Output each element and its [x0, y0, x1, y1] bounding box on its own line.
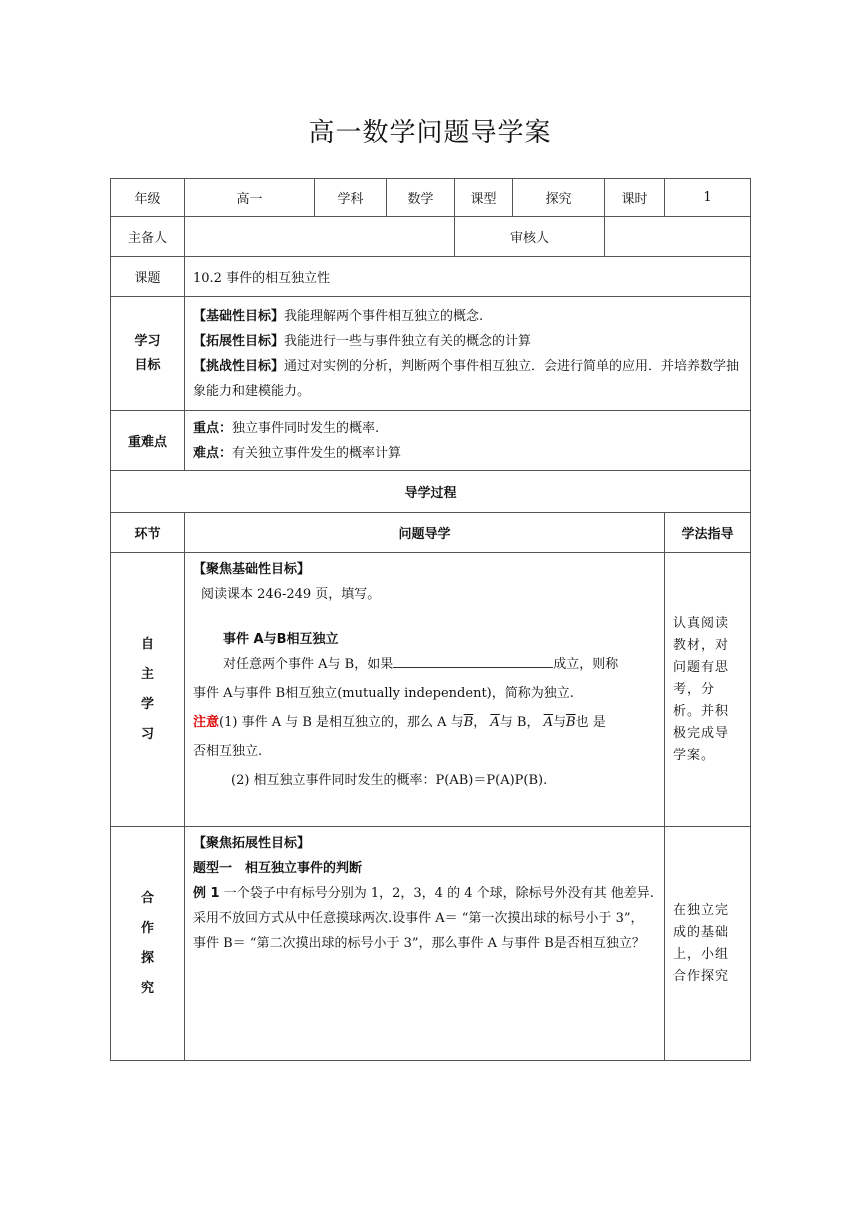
- key-points-row: [111, 411, 751, 471]
- objectives-row: [111, 297, 751, 411]
- example-tag: 例 1: [193, 886, 220, 901]
- b-complement-symbol: $\overline{B}$: [463, 715, 474, 730]
- b-complement-symbol-2: $\overline{B}$: [566, 715, 576, 730]
- key-points-label: 重难点: [111, 411, 185, 471]
- note-tag: 注意: [193, 715, 220, 730]
- self-study-row: [111, 553, 751, 827]
- topic-label: 课题: [111, 257, 185, 297]
- cooperative-content: [185, 827, 665, 1061]
- definition-blank: [393, 653, 553, 668]
- lesson-plan-table: [110, 178, 751, 1061]
- cooperative-focus-tag: 【聚焦拓展性目标】: [193, 836, 311, 851]
- subject-label: 学科: [315, 179, 387, 217]
- note-1-part-f: 否相互独立.: [193, 744, 263, 759]
- preparer-label: 主备人: [111, 217, 185, 257]
- stage-column-header: 环节: [111, 513, 185, 553]
- grade-label: 年级: [111, 179, 185, 217]
- preparer-value: [185, 217, 455, 257]
- question-type-title: 题型一 相互独立事件的判断: [193, 861, 363, 876]
- example-text: 一个袋子中有标号分别为 1，2，3，4 的 4 个球，除标号外没有其 他差异.采用不放回方式从中任意摸球两次.设事件 A＝ “第一次摸出球的标号小于 3”，事件 B＝ “第二次摸出球的标号小于 3”，那么事件 A 与事件 B是否相互独立？: [193, 886, 654, 951]
- basic-objective-tag: 【基础性目标】: [193, 308, 285, 324]
- self-study-method: 认真阅读教材，对问题有思考，分析。并积极完成导学案。: [665, 553, 751, 827]
- hours-value: 1: [665, 179, 751, 217]
- process-title-row: [111, 471, 751, 513]
- self-study-stage: 自主学习: [111, 553, 185, 827]
- objectives-label: 学习目标: [111, 297, 185, 411]
- definition-part-3: 事件 A与事件 B相互独立(mutually independent)，简称为独立.: [193, 686, 574, 701]
- method-column-header: 学法指导: [665, 513, 751, 553]
- section-heading: 事件 A与B相互独立: [223, 632, 339, 647]
- note-1-part-c: 与 B，: [499, 715, 544, 730]
- difficulty-text: 有关独立事件发生的概率计算: [232, 445, 402, 461]
- reviewer-value: [605, 217, 751, 257]
- extended-objective-text: 我能进行一些与事件独立有关的概念的计算: [284, 333, 532, 349]
- reviewer-label: 审核人: [455, 217, 605, 257]
- self-study-focus-tag: 【聚焦基础性目标】: [193, 562, 311, 577]
- cooperative-row: [111, 827, 751, 1061]
- grade-value: 高一: [185, 179, 315, 217]
- note-1-part-e: 也 是: [575, 715, 606, 730]
- a-complement-symbol-2: $\overline{A}$: [543, 715, 553, 730]
- guide-column-header: 问题导学: [185, 513, 665, 553]
- subject-value: 数学: [387, 179, 455, 217]
- reading-assignment: 阅读课本 246-249 页，填写。: [201, 587, 381, 602]
- objectives-content: [185, 297, 751, 411]
- self-study-content: [185, 553, 665, 827]
- topic-value: 10.2 事件的相互独立性: [185, 257, 751, 297]
- page-title: 高一数学问题导学案: [308, 118, 552, 148]
- key-points-content: [185, 411, 751, 471]
- focus-text: 独立事件同时发生的概率.: [232, 420, 380, 436]
- basic-objective-text: 我能理解两个事件相互独立的概念.: [284, 308, 484, 324]
- extended-objective-tag: 【拓展性目标】: [193, 333, 285, 349]
- hours-label: 课时: [605, 179, 665, 217]
- definition-part-2: 成立，则称: [553, 657, 619, 672]
- difficulty-tag: 难点：: [193, 445, 233, 461]
- topic-row: [111, 257, 751, 297]
- definition-part-1: 对任意两个事件 A与 B，如果: [223, 657, 394, 672]
- note-1-part-a: (1) 事件 A 与 B 是相互独立的，那么 A 与: [219, 715, 464, 730]
- cooperative-stage: 合作探究: [111, 827, 185, 1061]
- header-row: [111, 179, 751, 217]
- a-complement-symbol: $\overline{A}$: [490, 715, 500, 730]
- challenge-objective-text: 通过对实例的分析，判断两个事件相互独立．会进行简单的应用．并培养数学抽象能力和建模能力。: [193, 358, 740, 399]
- note-1-part-d: 与: [553, 715, 567, 730]
- challenge-objective-tag: 【挑战性目标】: [193, 358, 285, 374]
- type-label: 课型: [455, 179, 513, 217]
- type-value: 探究: [513, 179, 605, 217]
- preparer-row: [111, 217, 751, 257]
- cooperative-method: 在独立完成的基础上，小组合作探究: [665, 827, 751, 1061]
- process-header-row: [111, 513, 751, 553]
- note-2: (2) 相互独立事件同时发生的概率：P(AB)＝P(A)P(B).: [231, 773, 548, 788]
- process-title: 导学过程: [111, 471, 751, 513]
- focus-tag: 重点：: [193, 420, 233, 436]
- note-1-part-b: ，: [473, 715, 491, 730]
